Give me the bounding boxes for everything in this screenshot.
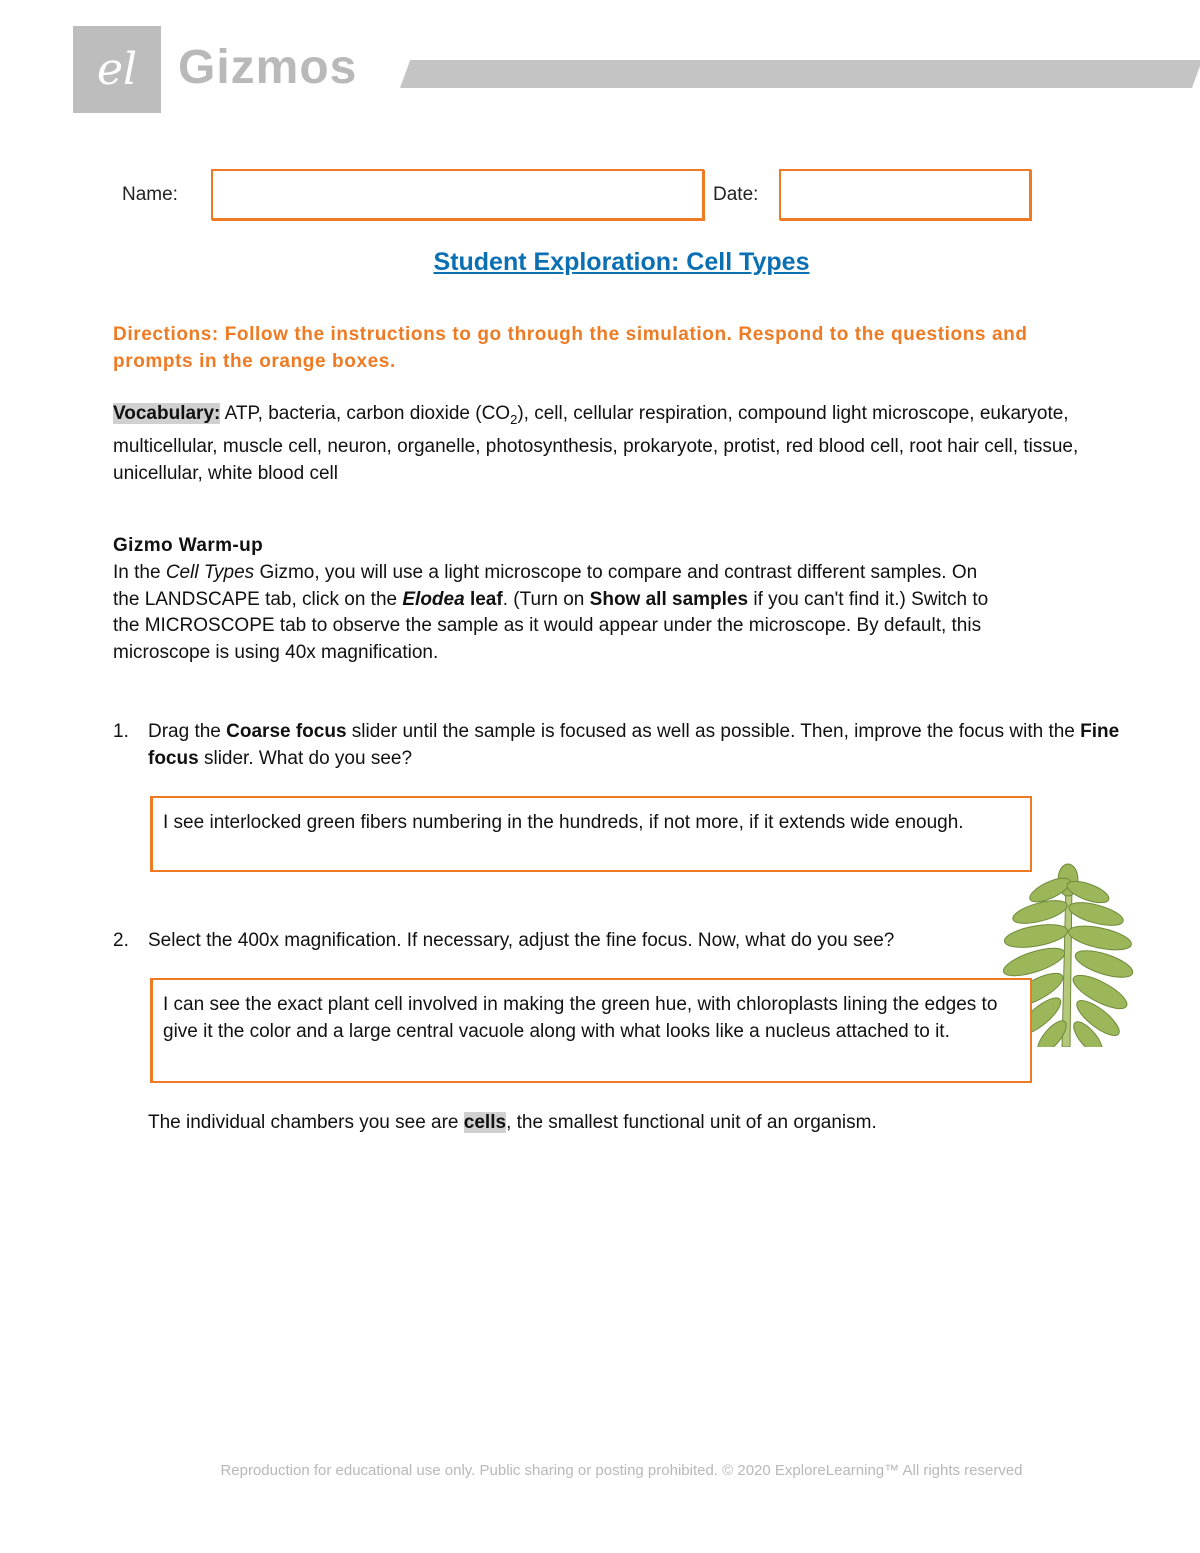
- question-text: [148, 719, 1133, 772]
- vocabulary-terms-rest: ), cell, cellular respiration, compound light microscope, eukaryote, multicellular, muscle cell, neuron, organelle, photosynthesis, prokaryote, protist, red blood cell, root hair cell, tissue, unicellular, white blood cell: [113, 403, 1079, 484]
- warmup-paragraph: [113, 560, 993, 666]
- vocabulary-subscript: 2: [510, 411, 518, 427]
- question-number: 2.: [113, 930, 129, 951]
- warmup-leaf: leaf: [464, 588, 503, 610]
- warmup-text-3: . (Turn on: [502, 588, 590, 610]
- header-bar: [400, 60, 1200, 88]
- vocabulary-label: Vocabulary:: [113, 403, 221, 424]
- warmup-gizmo-name: Cell Types: [165, 562, 255, 583]
- directions-text: Directions: Follow the instructions to go through the simulation. Respond to the questions and prompts in the orange boxes.: [113, 324, 1028, 372]
- warmup-text-4: if you can't find it.) Switch to the MICROSCOPE tab to observe the sample as it would appear under the microscope. By default, this microscope is using 40x magnification.: [113, 588, 989, 663]
- closing-text-1: The individual chambers you see are: [148, 1112, 464, 1133]
- warmup-text-2: Gizmo, you will use a light microscope to compare and contrast different samples. On the LANDSCAPE tab, click on the: [113, 562, 978, 610]
- question-text: Select the 400x magnification. If necessary, adjust the fine focus. Now, what do you see?: [148, 930, 895, 951]
- warmup-heading: Gizmo Warm-up: [113, 535, 264, 556]
- name-field[interactable]: [211, 169, 704, 220]
- q1-fine-focus: Fine focus: [148, 721, 1120, 769]
- answer-box-1[interactable]: I see interlocked green fibers numbering in the hundreds, if not more, if it extends wide enough.: [150, 796, 1032, 872]
- q1-coarse-focus: Coarse focus: [226, 721, 347, 742]
- closing-cells: cells: [463, 1112, 507, 1133]
- vocabulary-paragraph: [113, 400, 1143, 487]
- warmup-show-all-samples: Show all samples: [589, 588, 749, 610]
- answer-box-2[interactable]: I can see the exact plant cell involved in making the green hue, with chloroplasts lining the edges to give it the color and a large central vacuole along with what looks like a nucleus attached to it.: [150, 978, 1032, 1083]
- warmup-elodea: Elodea: [402, 588, 465, 610]
- q1-text-3: slider. What do you see?: [198, 747, 413, 769]
- warmup-text-1: In the: [113, 562, 166, 583]
- closing-text-2: , the smallest functional unit of an organism.: [506, 1112, 877, 1133]
- q1-text-2: slider until the sample is focused as well as possible. Then, improve the focus with the: [346, 721, 1081, 742]
- date-field[interactable]: [779, 169, 1031, 220]
- q1-text-1: Drag the: [148, 721, 227, 742]
- name-label: Name:: [122, 184, 178, 205]
- brand-name: Gizmos: [178, 41, 358, 94]
- question-number: 1.: [113, 721, 129, 742]
- explorelearning-logo-icon: el: [96, 44, 138, 95]
- vocabulary-terms: ATP, bacteria, carbon dioxide (CO: [220, 403, 511, 424]
- footer-copyright: Reproduction for educational use only. Public sharing or posting prohibited. © 2020 ExploreLearning™ All rights reserved: [220, 1462, 1023, 1479]
- date-label: Date:: [713, 184, 759, 205]
- page-title: Student Exploration: Cell Types: [433, 248, 810, 276]
- closing-paragraph: [148, 1110, 1128, 1137]
